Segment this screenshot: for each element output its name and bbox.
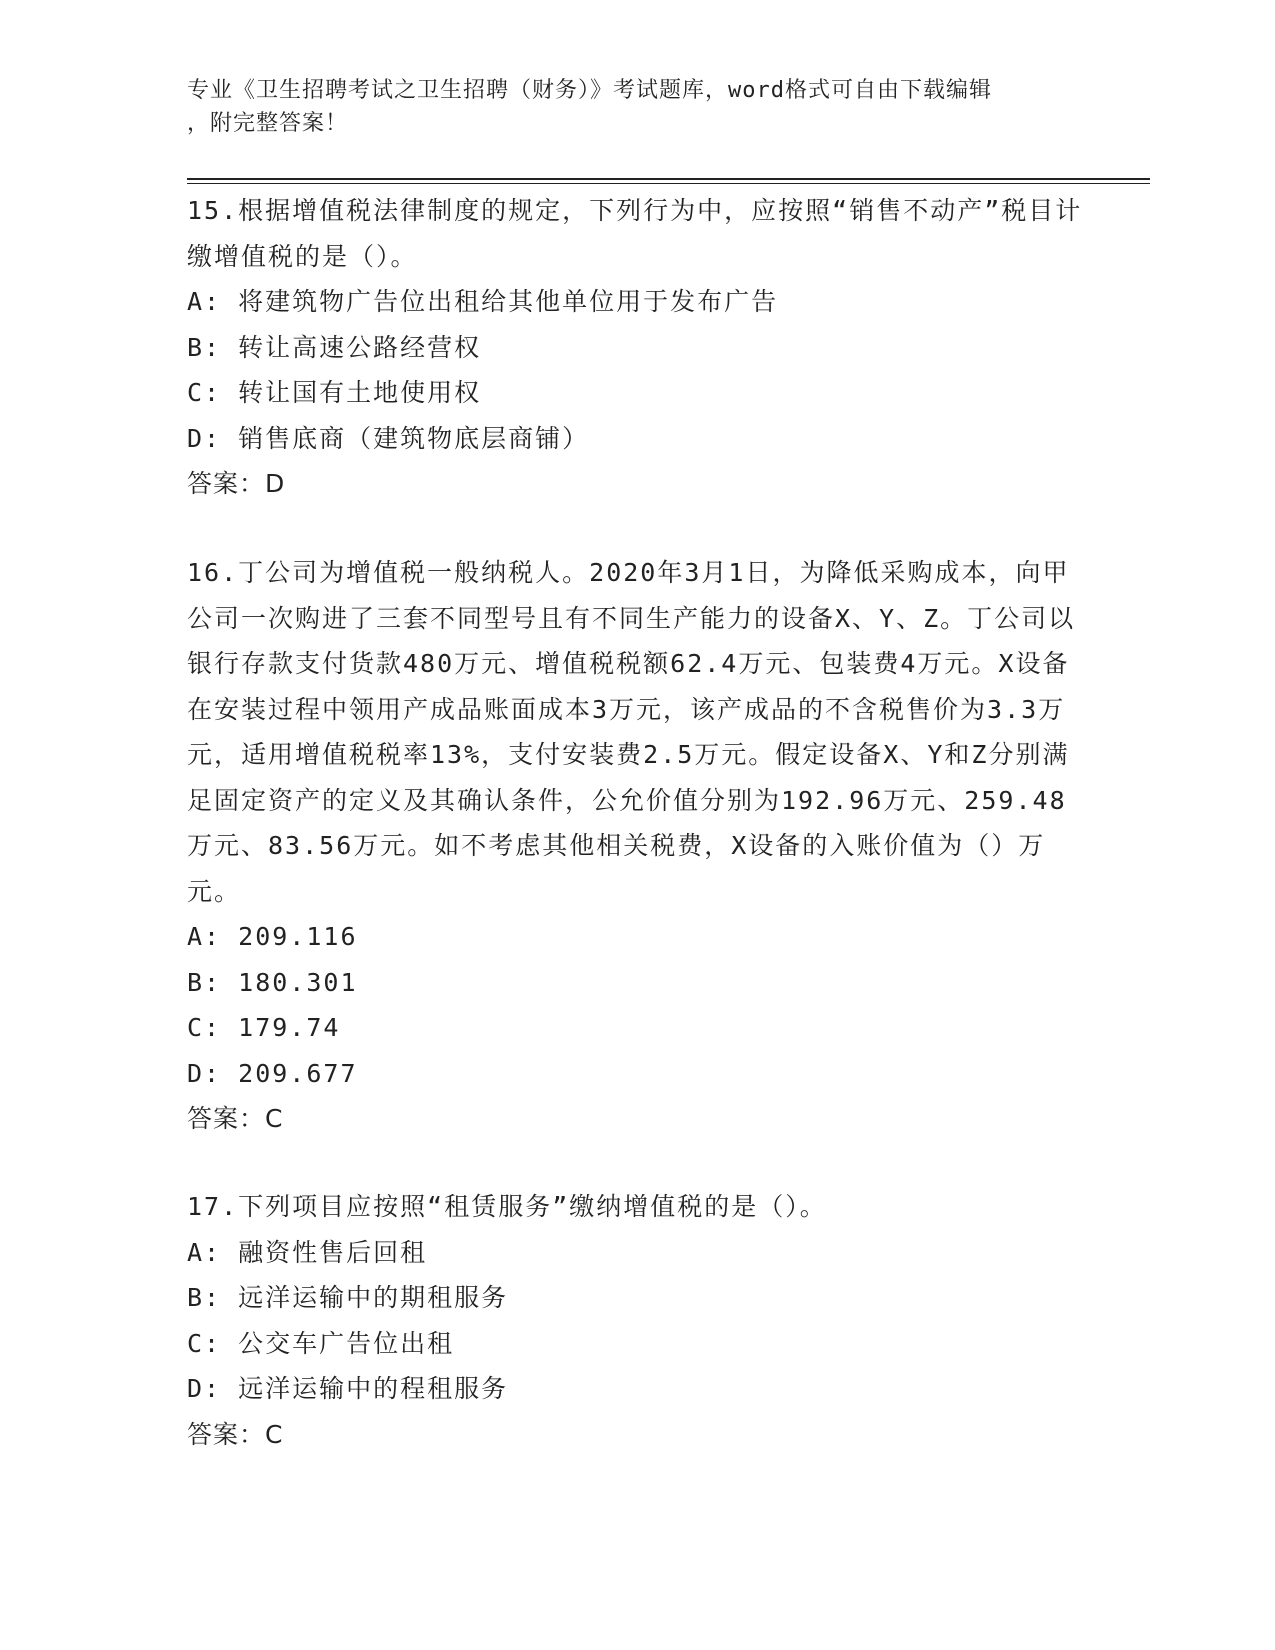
question-stem: 16.丁公司为增值税一般纳税人。2020年3月1日，为降低采购成本，向甲公司一次购进了三套不同型号且有不同生产能力的设备X、Y、Z。丁公司以银行存款支付货款480万元、增值税税额62.4万元、包装费4万元。X设备在安装过程中领用产成品账面成本3万元，该产成品的不含税售价为3.3万元，适用增值税税率13%，支付安装费2.5万元。假定设备X、Y和Z分别满足固定资产的定义及其确认条件，公允价值分别为192.96万元、259.48万元、83.56万元。如不考虑其他相关税费，X设备的入账价值为（）万元。 [187,558,1076,906]
option-c: C: 公交车广告位出租 [187,1328,455,1358]
answer-line: 答案：C [187,1104,284,1133]
answer-line: 答案：D [187,469,286,498]
answer-line: 答案：C [187,1419,284,1449]
question-stem: 15.根据增值税法律制度的规定，下列行为中，应按照“销售不动产”税目计缴增值税的是（）。 [187,196,1083,271]
question-15 [187,188,1087,507]
option-d: D: 销售底商（建筑物底层商铺） [187,423,590,453]
option-c: C: 转让国有土地使用权 [187,378,482,407]
option-a: A: 209.116 [187,922,358,951]
option-d: D: 209.677 [187,1058,358,1088]
header-divider-thick [187,178,1150,180]
option-b: B: 转让高速公路经营权 [187,332,482,362]
question-stem: 17.下列项目应按照“租赁服务”缴纳增值税的是（）。 [187,1192,827,1221]
question-16 [187,550,1087,1142]
question-17 [187,1184,1087,1457]
header-divider-thin [187,183,1150,184]
option-d: D: 远洋运输中的程租服务 [187,1374,509,1403]
option-a: A: 融资性售后回租 [187,1237,428,1267]
option-c: C: 179.74 [187,1013,341,1042]
option-b: B: 180.301 [187,967,358,997]
header-line-2: ，附完整答案！ [187,111,349,136]
option-a: A: 将建筑物广告位出租给其他单位用于发布广告 [187,287,779,316]
document-header [187,74,1067,140]
option-b: B: 远洋运输中的期租服务 [187,1283,509,1312]
header-line-1: 专业《卫生招聘考试之卫生招聘（财务）》考试题库，word格式可自由下载编辑 [187,78,992,103]
